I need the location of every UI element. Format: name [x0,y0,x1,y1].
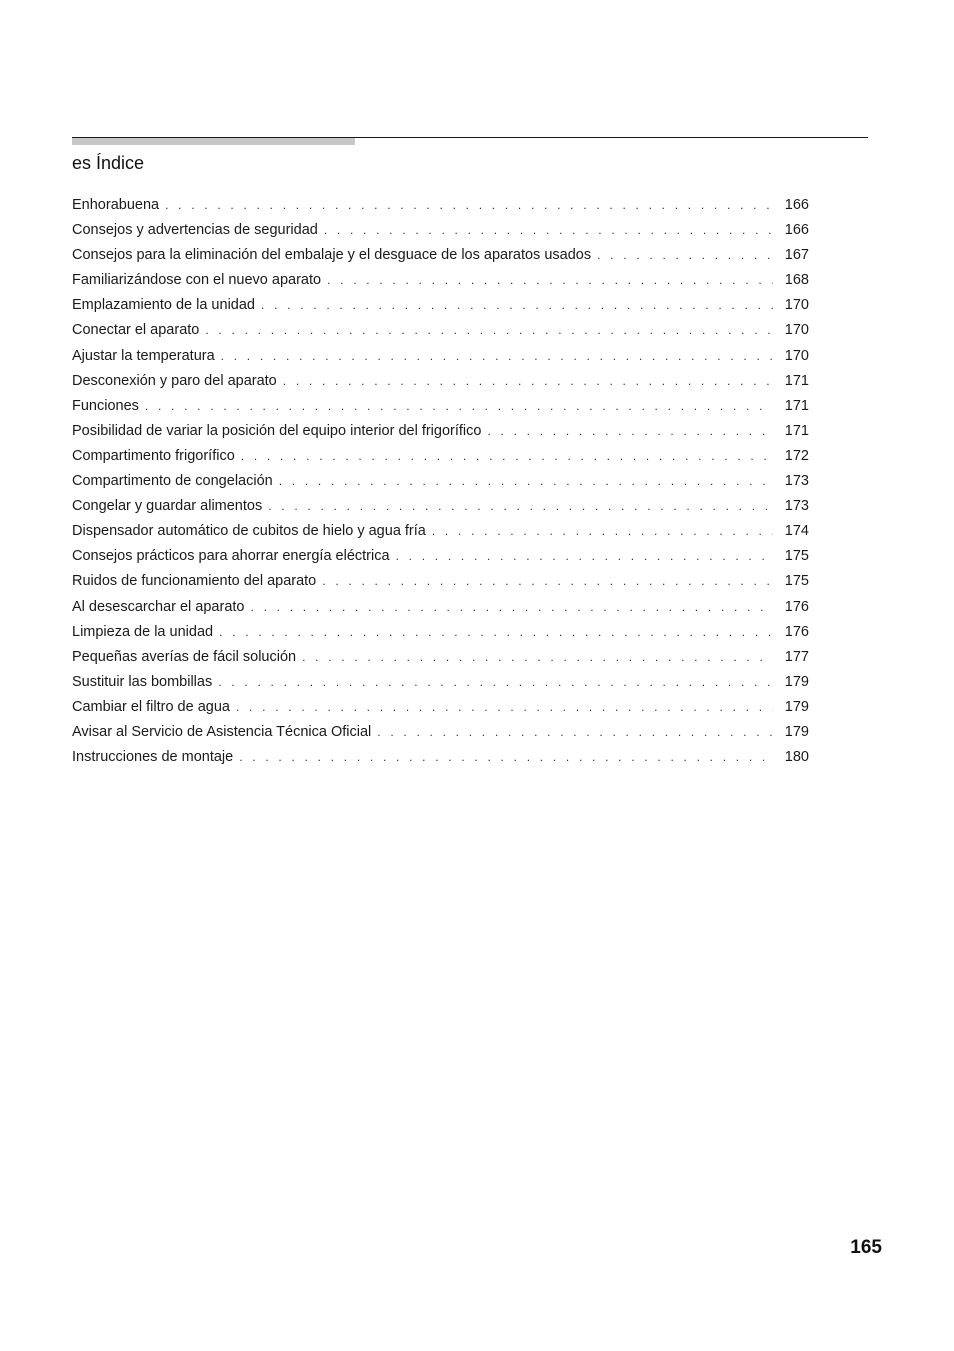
toc-entry[interactable] [72,245,809,270]
toc-entry-label: Cambiar el filtro de agua [72,698,230,715]
toc-entry-label: Conectar el aparato [72,322,200,339]
toc-entry-page: 176 [784,598,809,615]
toc-entry[interactable] [72,672,809,697]
toc-dot-leader [302,647,773,667]
toc-entry-label: Familiarizándose con el nuevo aparato [72,272,322,289]
toc-entry-label: Emplazamiento de la unidad [72,297,255,314]
toc-entry-label: Instrucciones de montaje [72,749,234,766]
toc-entry[interactable] [72,622,809,647]
toc-entry-page: 180 [784,749,809,766]
toc-entry-label: Enhorabuena [72,197,160,213]
toc-entry[interactable] [72,747,809,772]
toc-entry-page: 171 [784,372,809,389]
toc-entry-label: Consejos para la eliminación del embalaje y el desguace de los aparatos usados [72,247,592,264]
toc-entry[interactable] [72,195,809,220]
toc-entry-page: 177 [784,648,809,665]
toc-dot-leader [268,496,773,516]
header-accent-bar [72,138,355,145]
toc-entry-page: 168 [784,272,809,289]
toc-entry-page: 173 [784,498,809,515]
toc-dot-leader [279,471,773,491]
toc-entry-label: Funciones [72,397,139,414]
toc-dot-leader [597,245,773,265]
toc-entry[interactable] [72,722,809,747]
toc-entry[interactable] [72,396,809,421]
toc-entry-page: 171 [784,422,809,439]
toc-entry-label: Consejos prácticos para ahorrar energía eléctrica [72,548,390,565]
toc-dot-leader [241,446,773,466]
toc-entry[interactable] [72,546,809,571]
toc-entry-page: 170 [784,347,809,364]
toc-entry[interactable] [72,371,809,396]
toc-entry-label: Ruidos de funcionamiento del aparato [72,573,317,590]
toc-entry-page: 175 [784,548,809,565]
toc-dot-leader [261,295,773,315]
toc-entry-page: 167 [784,247,809,264]
toc-entry-page: 179 [784,723,809,740]
table-of-contents [72,195,809,772]
toc-entry-page: 173 [784,473,809,490]
toc-entry-page: 170 [784,297,809,314]
toc-entry-label: Congelar y guardar alimentos [72,498,263,515]
toc-dot-leader [327,270,773,290]
toc-entry-label: Al desescarchar el aparato [72,598,245,615]
toc-dot-leader [377,722,773,742]
toc-entry-page: 172 [784,447,809,464]
toc-entry[interactable] [72,471,809,496]
toc-dot-leader [219,622,773,642]
toc-entry-label: Compartimento frigorífico [72,447,235,464]
toc-entry-label: Avisar al Servicio de Asistencia Técnica Oficial [72,723,372,740]
toc-entry[interactable] [72,421,809,446]
toc-entry[interactable] [72,220,809,245]
toc-entry-page: 179 [784,698,809,715]
toc-entry[interactable] [72,270,809,295]
toc-entry[interactable] [72,571,809,596]
toc-entry-label: Compartimento de congelación [72,473,273,490]
toc-entry-page: 171 [784,397,809,414]
toc-entry[interactable] [72,496,809,521]
toc-dot-leader [221,346,773,366]
toc-dot-leader [239,747,773,767]
toc-entry-page: 179 [784,673,809,690]
toc-entry-label: Consejos y advertencias de seguridad [72,222,318,239]
toc-entry-page: 175 [784,573,809,590]
toc-entry-label: Sustituir las bombillas [72,673,213,690]
toc-entry[interactable] [72,597,809,622]
toc-entry-label: Posibilidad de variar la posición del equipo interior del frigorífico [72,422,482,439]
toc-entry-page: 176 [784,623,809,640]
toc-entry[interactable] [72,320,809,345]
toc-dot-leader [205,320,773,340]
toc-dot-leader [236,697,773,717]
toc-entry[interactable] [72,446,809,471]
toc-dot-leader [324,220,773,240]
toc-entry[interactable] [72,346,809,371]
toc-entry[interactable] [72,295,809,320]
toc-dot-leader [487,421,773,441]
page-title: es Índice [72,153,145,173]
toc-entry-label: Desconexión y paro del aparato [72,372,277,389]
toc-dot-leader [283,371,773,391]
toc-dot-leader [251,597,774,617]
toc-entry-label: Dispensador automático de cubitos de hielo y agua fría [72,523,426,540]
toc-dot-leader [218,672,773,692]
toc-dot-leader [432,521,773,541]
toc-entry-label: Ajustar la temperatura [72,347,215,364]
toc-entry-page: 174 [784,523,809,540]
toc-entry[interactable] [72,521,809,546]
toc-dot-leader [145,396,773,416]
toc-entry-page: 166 [784,197,809,213]
toc-dot-leader [165,195,773,215]
toc-dot-leader [396,546,773,566]
toc-entry-label: Pequeñas averías de fácil solución [72,648,297,665]
toc-entry-label: Limpieza de la unidad [72,623,214,640]
toc-entry-page: 166 [784,222,809,239]
toc-dot-leader [322,571,773,591]
toc-entry[interactable] [72,647,809,672]
toc-entry[interactable] [72,697,809,722]
toc-entry-page: 170 [784,322,809,339]
page-number: 165 [850,1237,882,1258]
